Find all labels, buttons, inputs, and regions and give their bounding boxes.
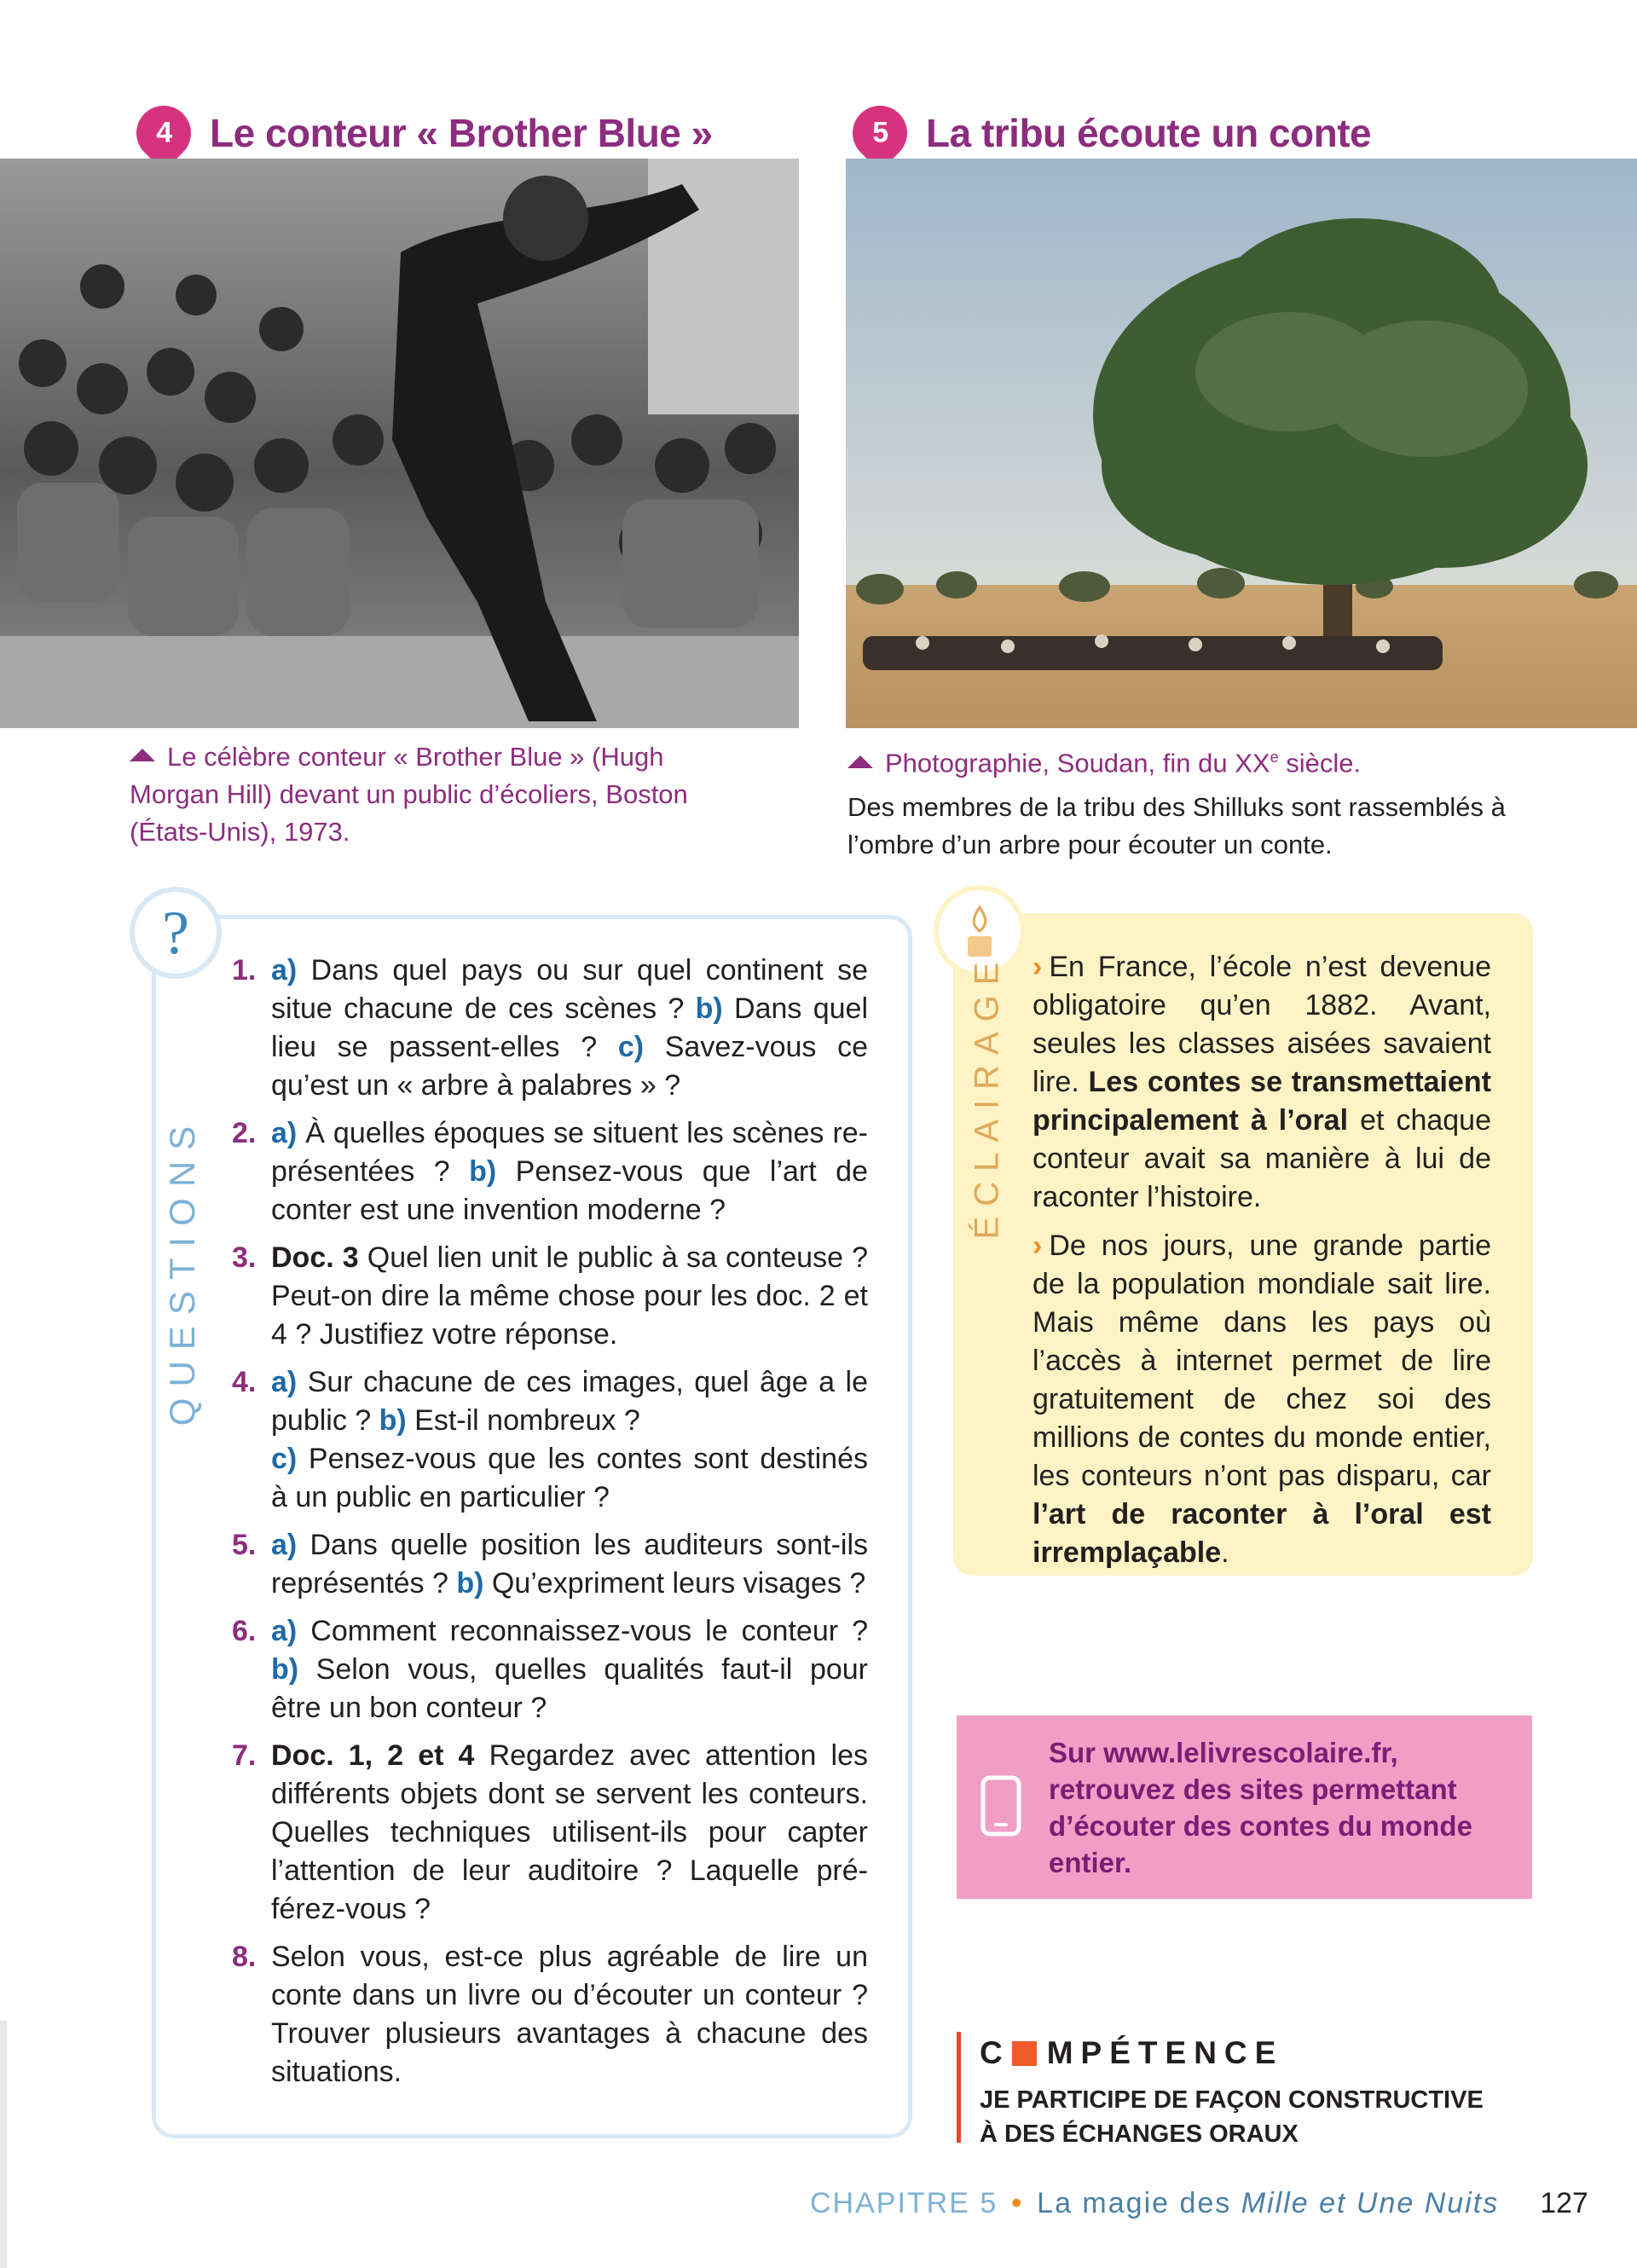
competence-description: JE PARTICIPE DE FAÇON CONSTRUCTIVE À DES ÉCHANGES ORAUX bbox=[980, 2086, 1484, 2148]
chevron-right-icon: › bbox=[1033, 1229, 1043, 1262]
doc5-caption-body: Des membres de la tribu des Shilluks sont rassemblés à l’ombre d’un arbre pour écouter un conte. bbox=[847, 792, 1506, 860]
website-box bbox=[957, 1715, 1532, 1899]
question-6: 6. a) Comment reconnaissez-vous le conteur ? b) Selon vous, quelles qualités faut-il pour être un bon conteur ? bbox=[232, 1615, 868, 1724]
doc5-caption bbox=[847, 738, 1547, 864]
caption-triangle-icon bbox=[130, 749, 155, 761]
doc5-title: La tribu écoute un conte bbox=[926, 111, 1372, 155]
chevron-right-icon: › bbox=[1033, 951, 1043, 983]
competence-block bbox=[957, 2032, 1484, 2148]
question-mark-icon: ? bbox=[130, 887, 222, 979]
question-8: 8. Selon vous, est-ce plus agréable de lire un conte dans un livre ou d’écouter un conteur ? Trouver plusieurs avantages à chacune des situations. bbox=[232, 1941, 868, 2088]
orange-square-icon bbox=[1012, 2041, 1037, 2066]
question-7: 7. Doc. 1, 2 et 4 Regardez avec attention les différents objets dont se servent les conteurs. Quelles techniques utilisent-ils pour capter l’attention de leur auditoire ? Laquelle préférez-vous ? bbox=[232, 1739, 868, 1925]
shilluk-tree-photo bbox=[846, 159, 1637, 728]
eclairage-paragraph-1: › En France, l’école n’est devenue obligatoire qu’en 1882. Avant, seules les classes aisées savaient lire. Les contes se transmettaient principalement à l’oral et chaque conteur avait sa manière à lui de raconter l’histoire. bbox=[1033, 951, 1491, 1213]
website-link-text[interactable]: Sur www.lelivrescolaire.fr, retrouvez des sites permettant d’écouter des contes du monde entier. bbox=[1049, 1737, 1472, 1878]
chapter-label: CHAPITRE 5 bbox=[810, 2187, 998, 2219]
brother-blue-photo bbox=[0, 159, 799, 728]
doc4-heading bbox=[136, 106, 713, 160]
question-1: 1. a) Dans quel pays ou sur quel continent se situe chacune de ces scènes ? b) Dans quel lieu se passent-elles ? c) Savez-vous ce qu’est un « arbre à palabres » ? bbox=[232, 954, 869, 1102]
page-number: 127 bbox=[1540, 2187, 1588, 2219]
doc5-heading bbox=[853, 106, 1371, 160]
eclairage-text bbox=[1033, 948, 1491, 1582]
question-3: 3. Doc. 3 Quel lien unit le public à sa conteuse ? Peut-on dire la même chose pour les doc. 2 et 4 ? Justifiez votre réponse. bbox=[232, 1241, 868, 1351]
caption-triangle-icon bbox=[847, 755, 873, 768]
question-4: 4. a) Sur chacune de ces images, quel âge a le public ? b) Est-il nombreux ? c) Pensez-vous que les contes sont destinés à un public en particulier ? bbox=[232, 1366, 868, 1513]
doc4-number-badge: 4 bbox=[125, 95, 203, 172]
eclairage-label: ÉCLAIRAGE bbox=[968, 952, 1006, 1240]
eclairage-paragraph-2: › De nos jours, une grande partie de la population mondiale sait lire. Mais même dans les pays où l’accès à internet permet de lire gratuitement de chez soi des millions de contes du monde entier, les conteurs n’ont pas disparu, car l’art de raconter à l’oral est irremplaçable. bbox=[1033, 1229, 1491, 1569]
page-footer bbox=[810, 2187, 1588, 2220]
chapter-title: La magie des Mille et Une Nuits bbox=[1037, 2187, 1500, 2219]
question-2: 2. a) À quelles époques se situent les scènes représentées ? b) Pensez-vous que l’art de conter est une invention moderne ? bbox=[232, 1117, 868, 1226]
competence-title: C MPÉTENCE bbox=[980, 2035, 1284, 2070]
question-5: 5. a) Dans quelle position les auditeurs sont-ils représentés ? b) Qu’expriment leurs visages ? bbox=[232, 1529, 868, 1600]
doc5-caption-title: Photographie, Soudan, fin du XXe siècle. bbox=[847, 738, 1547, 782]
doc4-caption: Le célèbre conteur « Brother Blue » (Hugh Morgan Hill) devant un public d’écoliers, Boston (États-Unis), 1973. bbox=[130, 742, 688, 847]
doc4-title: Le conteur « Brother Blue » bbox=[210, 111, 713, 155]
page-edge-shadow bbox=[0, 2021, 7, 2268]
questions-list bbox=[232, 952, 868, 2101]
doc5-number-badge: 5 bbox=[842, 95, 919, 172]
footer-bullet: • bbox=[1011, 2187, 1024, 2219]
questions-label: QUESTIONS bbox=[162, 1114, 202, 1426]
smartphone-icon bbox=[980, 1775, 1021, 1841]
